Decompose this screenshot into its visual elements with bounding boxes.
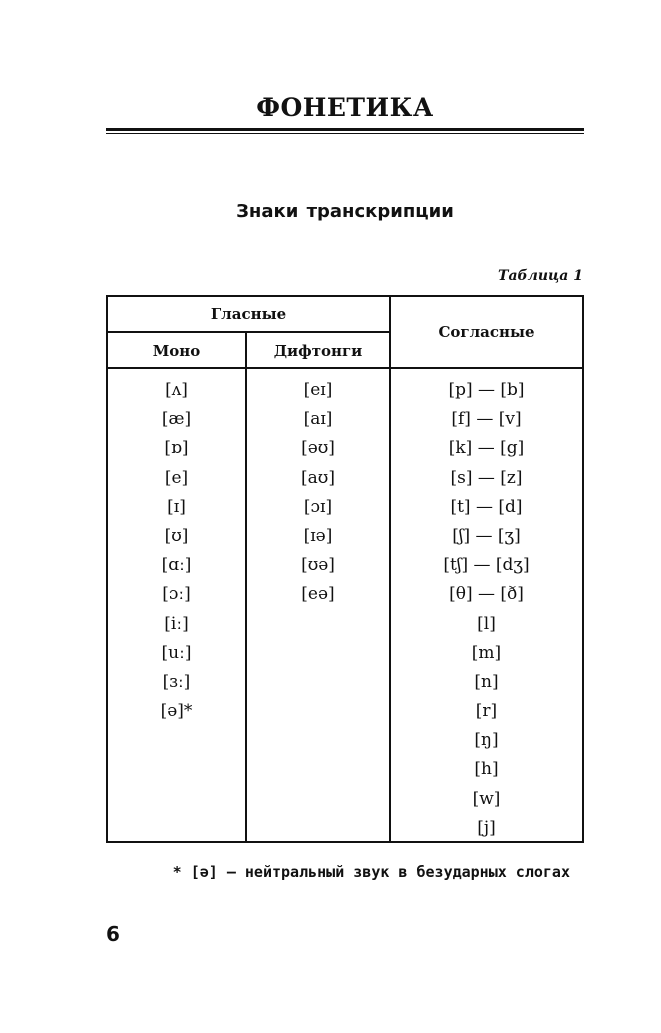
footnote: * [ə] – нейтральный звук в безударных слогах xyxy=(172,863,570,881)
consonant-cell: [s] — [z] xyxy=(450,467,523,488)
column-mono xyxy=(108,376,245,726)
consonant-cell: [ŋ] xyxy=(474,730,499,751)
column-diphthongs xyxy=(247,376,389,610)
mono-vowel-cell: [ɪ] xyxy=(167,496,186,517)
column-consonants xyxy=(391,376,582,843)
diphthong-cell: [aʊ] xyxy=(301,467,335,488)
diphthong-cell: [ɔɪ] xyxy=(303,496,333,517)
header-diphthongs: Дифтонги xyxy=(273,342,363,360)
mono-vowel-cell: [e] xyxy=(164,467,189,488)
mono-vowel-cell: [æ] xyxy=(161,409,192,430)
page-number: 6 xyxy=(106,922,120,946)
section-title: Знаки транскрипции xyxy=(236,201,454,222)
consonant-cell: [t] — [d] xyxy=(450,496,523,517)
consonant-cell: [n] xyxy=(474,671,499,692)
diphthong-cell: [eɪ] xyxy=(303,380,333,400)
mono-vowel-cell: [ɜː] xyxy=(162,671,191,692)
header-vowels: Гласные xyxy=(210,305,287,323)
consonant-cell: [w] xyxy=(472,788,501,809)
header-subdivider xyxy=(106,331,391,333)
consonant-cell: [j] xyxy=(477,817,496,838)
consonant-cell: [m] xyxy=(471,642,502,663)
consonant-cell: [l] xyxy=(477,613,496,634)
diphthong-cell: [əʊ] xyxy=(301,438,335,459)
diphthong-cell: [ɪə] xyxy=(303,525,333,546)
mono-vowel-cell: [ɒ] xyxy=(164,438,189,459)
header-consonants: Согласные xyxy=(438,323,535,341)
consonant-cell: [ʃ] — [ʒ] xyxy=(452,525,521,546)
diphthong-cell: [ʊə] xyxy=(301,555,335,576)
mono-vowel-cell: [iː] xyxy=(164,613,189,634)
mono-vowel-cell: [ʌ] xyxy=(165,380,188,400)
header-mono: Моно xyxy=(152,342,201,360)
consonant-cell: [p] — [b] xyxy=(448,380,525,400)
header-bottom-rule xyxy=(106,367,584,369)
consonant-cell: [f] — [v] xyxy=(451,409,522,430)
chapter-title: ФОНЕТИКА xyxy=(256,93,434,122)
mono-vowel-cell: [ɑː] xyxy=(161,555,192,576)
mono-vowel-cell: [ʊ] xyxy=(164,525,189,546)
consonant-cell: [k] — [g] xyxy=(448,438,525,459)
mono-vowel-cell: [uː] xyxy=(161,642,192,663)
consonant-cell: [θ] — [ð] xyxy=(449,584,524,605)
mono-vowel-cell: [ɔː] xyxy=(162,584,191,605)
title-rule-thick xyxy=(106,128,584,131)
mono-vowel-cell: [ə]* xyxy=(160,701,193,722)
consonant-cell: [tʃ] — [dʒ] xyxy=(443,555,530,576)
diphthong-cell: [aɪ] xyxy=(303,409,333,430)
consonant-cell: [h] xyxy=(474,759,499,780)
diphthong-cell: [eə] xyxy=(301,584,335,605)
table-caption: Таблица 1 xyxy=(498,268,583,284)
title-rule-thin xyxy=(106,133,584,134)
consonant-cell: [r] xyxy=(475,701,498,722)
